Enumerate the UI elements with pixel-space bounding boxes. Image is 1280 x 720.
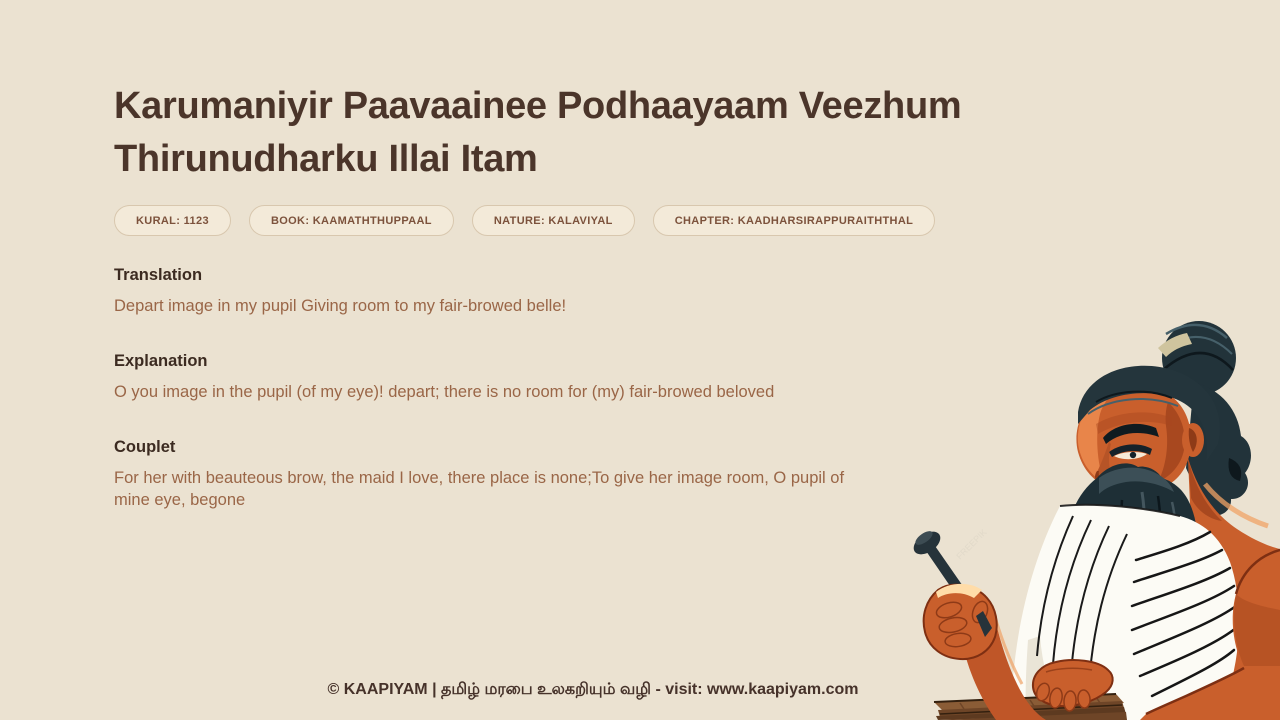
badge-kural-number[interactable]: KURAL: 1123 [114, 205, 231, 236]
translation-text: Depart image in my pupil Giving room to my fair-browed belle! [114, 297, 567, 315]
thiruvalluvar-illustration [900, 310, 1280, 720]
badge-nature[interactable]: NATURE: KALAVIYAL [472, 205, 635, 236]
translation-section [114, 264, 894, 317]
page-title: Karumaniyir Paavaainee Podhaayaam Veezhum Thirunudharku Illai Itam [114, 85, 962, 180]
explanation-heading: Explanation [114, 352, 208, 370]
badge-chapter[interactable]: CHAPTER: KAADHARSIRAPPURAITHTHAL [653, 205, 936, 236]
badge-book[interactable]: BOOK: KAAMATHTHUPPAAL [249, 205, 454, 236]
footer-text: © KAAPIYAM | தமிழ் மரபை உலகறியும் வழி - visit: www.kaapiyam.com [327, 681, 859, 698]
explanation-text: O you image in the pupil (of my eye)! depart; there is no room for (my) fair-browed beloved [114, 383, 775, 401]
translation-heading: Translation [114, 266, 203, 284]
explanation-section [114, 350, 894, 403]
badge-row [114, 205, 935, 236]
couplet-heading: Couplet [114, 438, 176, 456]
watermark-text: FREEPIK [954, 527, 989, 562]
couplet-section [114, 436, 894, 511]
couplet-text: For her with beauteous brow, the maid I love, there place is none;To give her image room, O pupil of mine eye, begone [114, 469, 845, 509]
